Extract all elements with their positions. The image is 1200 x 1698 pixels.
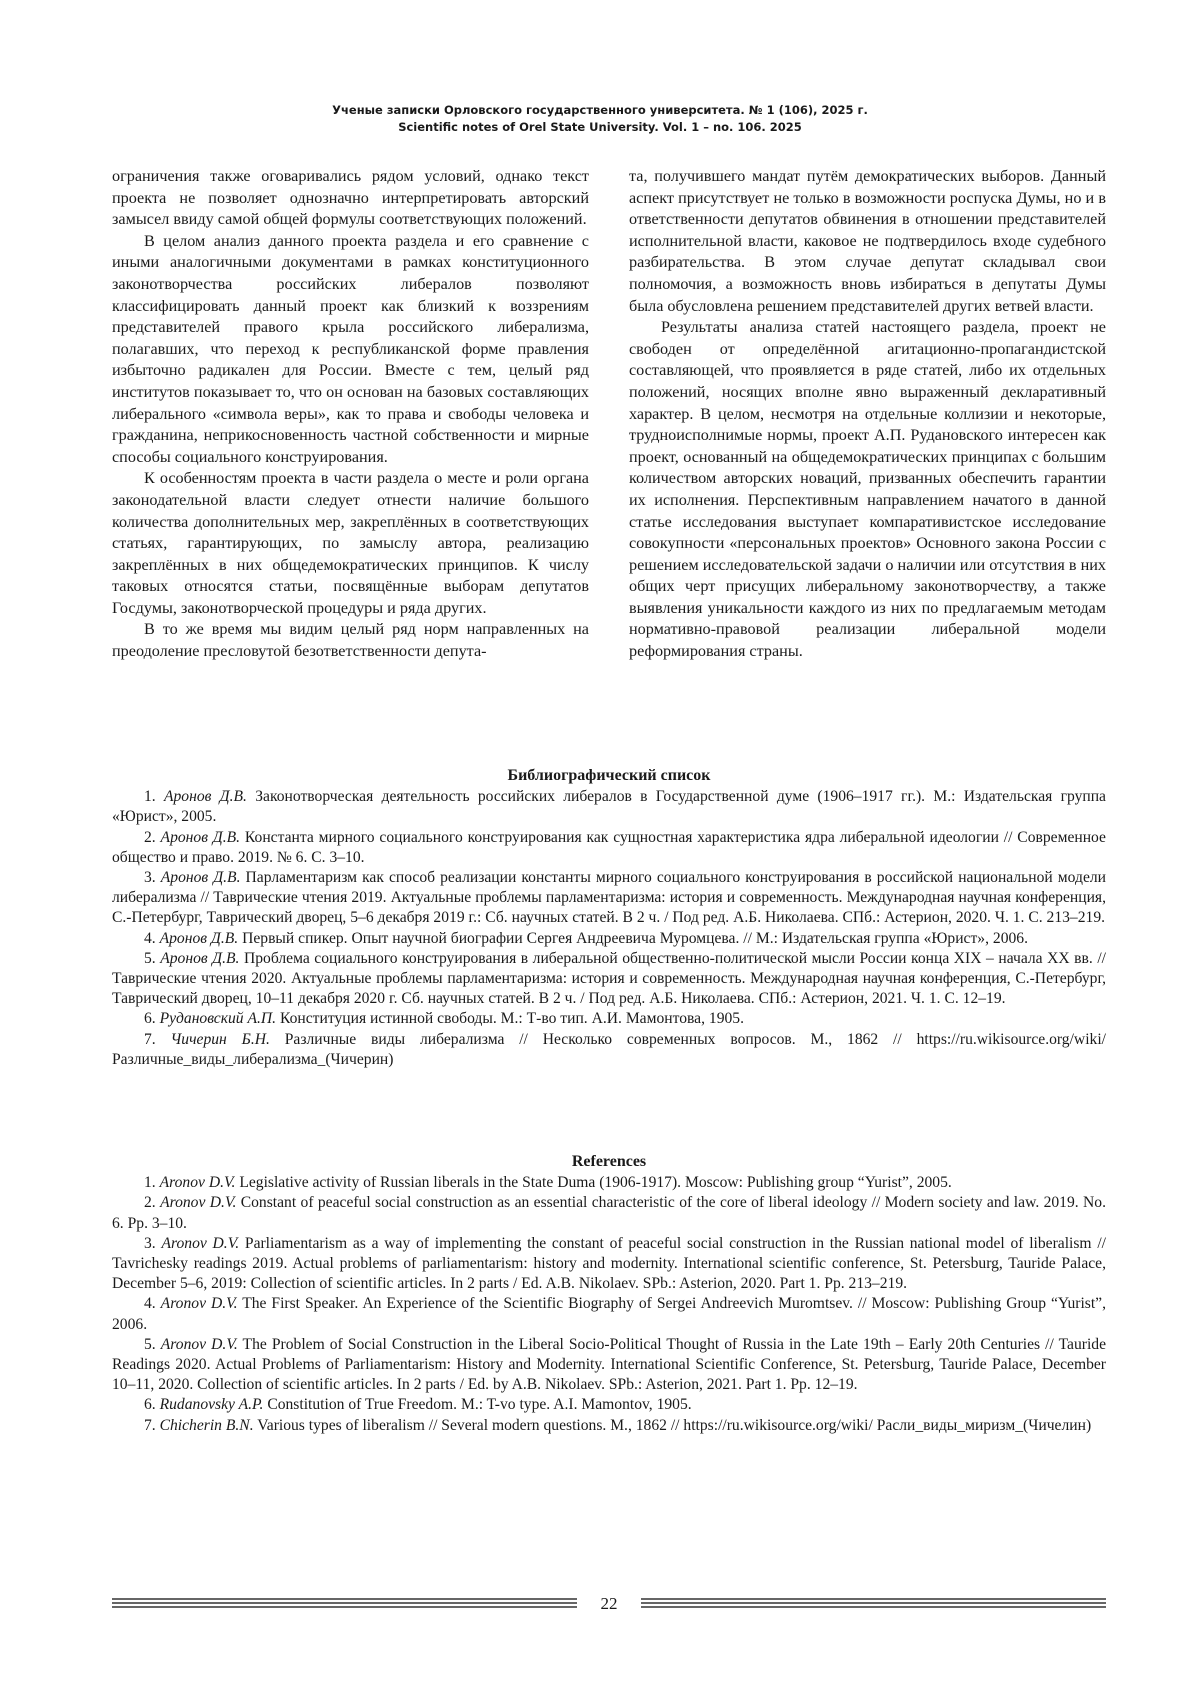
reference-number: 4. — [144, 929, 156, 947]
paragraph: ограничения также оговаривались рядом условий, однако текст проекта не позволяет однозначно интерпретировать авторский замысел ввиду самой общей формулы соответствующих положений. — [112, 167, 589, 229]
journal-title-ru: Ученые записки Орловского государственного университета. № 1 (106), 2025 г. — [332, 103, 868, 117]
reference-number: 5. — [144, 949, 156, 967]
reference-number: 2. — [144, 1194, 156, 1212]
reference-item — [112, 1009, 1106, 1029]
reference-item — [112, 868, 1106, 929]
reference-number: 3. — [144, 869, 156, 887]
reference-author: Aronov D.V. — [159, 1174, 236, 1192]
reference-author: Аронов Д.В. — [160, 949, 240, 967]
reference-item — [112, 828, 1106, 868]
reference-text: Проблема социального конструирования в либеральной общественно-политической мысли России конца XIX – начала XX вв. // Таврические чтения 2020. Актуальные проблемы парламентаризма: история и современность. Международная научная конференция, С.-Петербург, Таврический дворец, 10–11 декабря 2020 г. Сб. научных статей. В 2 ч. / Под ред. А.Б. Николаева. СПб.: Астерион, 2021. Ч. 1. С. 12–19. — [112, 949, 1106, 1008]
running-header — [0, 102, 1200, 136]
reference-item — [112, 1193, 1106, 1233]
reference-text: Парламентаризм как способ реализации константы мирного социального конструирования в российской национальной модели либерализма // Таврические чтения 2019. Актуальные проблемы парламентаризма: история и современность. Международная научная конференция, С.-Петербург, Таврический дворец, 5–6 декабря 2019 г.: Сб. научных статей. В 2 ч. / Под ред. А.Б. Николаева. СПб.: Астерион, 2020. Ч. 1. С. 213–219. — [112, 869, 1106, 927]
reference-author: Aronov D.V. — [160, 1295, 238, 1313]
reference-number: 3. — [144, 1234, 156, 1252]
left-column — [112, 166, 589, 663]
reference-text: Legislative activity of Russian liberals in the State Duma (1906-1917). Moscow: Publishing group “Yurist”, 2005. — [239, 1174, 952, 1192]
reference-author: Аронов Д.В. — [160, 828, 241, 846]
reference-author: Аронов Д.В. — [159, 929, 239, 947]
reference-item — [112, 1234, 1106, 1295]
reference-text: Various types of liberalism // Several modern questions. M., 1862 // https://ru.wikisource.org/wiki/ Расли_виды_миризм_(Чичелин) — [257, 1416, 1092, 1434]
journal-title-en: Scientific notes of Orel State University. Vol. 1 – no. 106. 2025 — [398, 120, 802, 134]
reference-text: Различные виды либерализма // Несколько современных вопросов. М., 1862 // https://ru.wikisource.org/wiki/ Различные_виды_либерализма_(Чичерин) — [112, 1030, 1106, 1068]
paragraph: К особенностям проекта в части раздела о месте и роли органа законодательной власти следует отнести наличие большого количества дополнительных мер, закреплённых в соответствующих статьях, гарантирующих, по замыслу автора, реализацию закреплённых в них общедемократических принципов. К числу таковых относятся статьи, посвящённые выборам депутатов Госдумы, законотворческой процедуры и ряда других. — [112, 469, 589, 617]
reference-text: Parliamentarism as a way of implementing the constant of peaceful social construction in the Russian national model of liberalism // Tavrichesky readings 2019. Actual problems of parliamentarism: history and modernity. International scientific conference, St. Petersburg, Tauride Palace, December 5–6, 2019: Collection of scientific articles. In 2 parts / Ed. A.B. Nikolaev. SPb.: Asterion, 2020. Part 1. Pp. 213–219. — [112, 1234, 1106, 1293]
reference-item — [112, 1335, 1106, 1396]
reference-number: 4. — [144, 1295, 156, 1313]
reference-author: Aronov D.V. — [161, 1234, 240, 1252]
reference-text: Constant of peaceful social construction as an essential characteristic of the core of liberal ideology // Modern society and law. 2019. No. 6. Pp. 3–10. — [112, 1194, 1106, 1232]
reference-item — [112, 949, 1106, 1010]
reference-item — [112, 787, 1106, 827]
reference-text: Конституция истинной свободы. М.: Т-во тип. А.И. Мамонтова, 1905. — [280, 1010, 744, 1028]
bibliography-title: Библиографический список — [507, 767, 711, 784]
reference-number: 5. — [144, 1335, 156, 1353]
references-section — [112, 1152, 1106, 1436]
reference-text: The Problem of Social Construction in the Liberal Socio-Political Thought of Russia in the Late 19th – Early 20th Centuries // Tauride Readings 2020. Actual Problems of Parliamentarism: History and Modernity. International Scientific Conference, St. Petersburg, Tauride Palace, December 10–11, 2020. Collection of scientific articles. In 2 parts / Ed. by A.B. Nikolaev. SPb.: Asterion, 2021. Part 1. Pp. 12–19. — [112, 1335, 1106, 1394]
bibliography-list — [112, 787, 1106, 1070]
reference-number: 1. — [144, 1174, 156, 1192]
reference-text: The First Speaker. An Experience of the Scientific Biography of Sergei Andreevich Muromtsev. // Moscow: Publishing Group “Yurist”, 2006. — [112, 1295, 1106, 1333]
reference-author: Рудановский А.П. — [159, 1010, 277, 1028]
paragraph: та, получившего мандат путём демократических выборов. Данный аспект присутствует не только в возможности роспуска Думы, но и в ответственности депутатов обвинения в отношении представителей исполнительной власти, каковое не подтвердилось входе судебного разбирательства. В этом случае депутат складывал свои полномочия, а возможность вновь избираться в депутаты Думы была обусловлена решением представителей других ветвей власти. — [629, 167, 1106, 315]
paragraph: В то же время мы видим целый ряд норм направленных на преодоление пресловутой безответственности депута- — [112, 620, 589, 661]
reference-author: Chicherin B.N. — [159, 1416, 254, 1434]
reference-number: 6. — [144, 1396, 156, 1414]
reference-author: Аронов Д.В. — [160, 869, 241, 887]
reference-item — [112, 929, 1106, 949]
reference-author: Aronov D.V. — [160, 1335, 238, 1353]
reference-item — [112, 1030, 1106, 1070]
reference-text: Законотворческая деятельность российских либералов в Государственной думе (1906–1917 гг.). М.: Издательская группа «Юрист», 2005. — [112, 788, 1106, 826]
reference-item — [112, 1395, 1106, 1415]
reference-number: 6. — [144, 1010, 156, 1028]
reference-item — [112, 1294, 1106, 1334]
references-list — [112, 1173, 1106, 1436]
paragraph: В целом анализ данного проекта раздела и его сравнение с иными аналогичными документами в рамках конституционного законотворчества российских либералов позволяют классифицировать данный проект как близкий к воззрениям представителей правого крыла российского либерализма, полагавших, что переход к республиканской форме правления избыточно радикален для России. Вместе с тем, целый ряд институтов показывает то, что он основан на базовых составляющих либерального «символа веры», как то права и свободы человека и гражданина, неприкосновенность частной собственности и мирные способы социального конструирования. — [112, 231, 589, 466]
reference-author: Чичерин Б.Н. — [170, 1030, 270, 1048]
reference-item — [112, 1173, 1106, 1193]
reference-author: Аронов Д.В. — [163, 788, 247, 806]
body-columns — [112, 166, 1106, 663]
reference-author: Aronov D.V. — [160, 1194, 237, 1212]
reference-author: Rudanovsky A.P. — [159, 1396, 264, 1414]
reference-number: 7. — [144, 1030, 156, 1048]
references-title: References — [571, 1153, 647, 1170]
reference-number: 1. — [144, 788, 156, 806]
reference-text: Constitution of True Freedom. M.: T-vo type. A.I. Mamontov, 1905. — [267, 1396, 692, 1414]
page-number: 22 — [600, 1594, 618, 1613]
bibliography-section — [112, 766, 1106, 1070]
reference-number: 2. — [144, 828, 156, 846]
right-column — [629, 166, 1106, 663]
reference-text: Константа мирного социального конструирования как сущностная характеристика ядра либеральной идеологии // Современное общество и право. 2019. № 6. С. 3–10. — [112, 828, 1106, 866]
footer-rule-right — [641, 1598, 1106, 1610]
page-footer — [112, 1594, 1106, 1614]
reference-item — [112, 1416, 1106, 1436]
reference-number: 7. — [144, 1416, 156, 1434]
paragraph: Результаты анализа статей настоящего раздела, проект не свободен от определённой агитационно-пропагандистской составляющей, что проявляется в ряде статей, либо их отдельных положений, носящих вполне явно выраженный декларативный характер. В целом, несмотря на отдельные коллизии и некоторые, трудноисполнимые нормы, проект А.П. Рудановского интересен как проект, основанный на общедемократических принципах с большим количеством авторских новаций, призванных обеспечить гарантии их исполнения. Перспективным направлением начатого в данной статье исследования выступает компаративистское исследование совокупности «персональных проектов» Основного закона России с решением исследовательской задачи о наличии или отсутствия в них общих черт присущих либеральному законотворчеству, а также выявления уникальности каждого из них по предлагаемым методам нормативно-правовой реализации либеральной модели реформирования страны. — [629, 318, 1106, 661]
reference-text: Первый спикер. Опыт научной биографии Сергея Андреевича Муромцева. // М.: Издательская группа «Юрист», 2006. — [242, 929, 1028, 947]
